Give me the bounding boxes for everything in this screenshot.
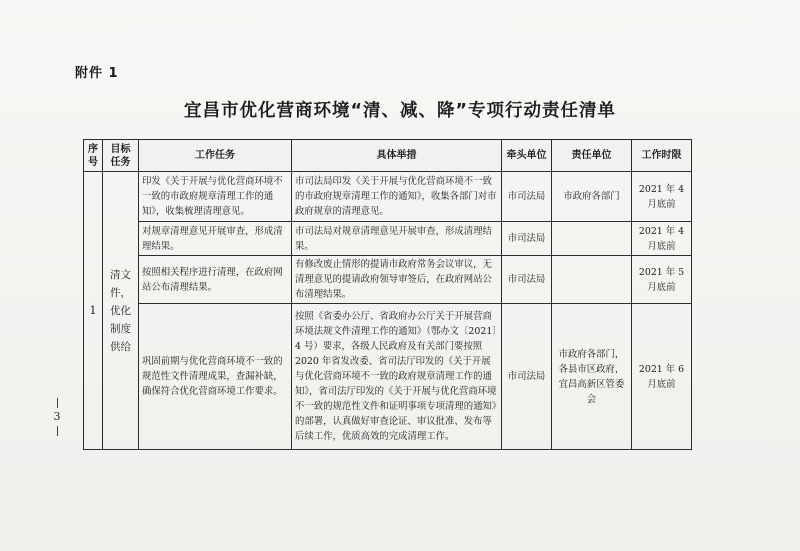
cell-work-task: 巩固前期与优化营商环境不一致的规范性文件清理成果，查漏补缺，确保符合优化营商环境工作要求。 (139, 304, 292, 450)
header-lead-unit: 牵头单位 (502, 140, 552, 172)
cell-measures: 按照《省委办公厅、省政府办公厅关于开展营商环境法规文件清理工作的通知》（鄂办文〔2021〕4 号）要求，各级人民政府及有关部门要按照 2020 年省发改委、省司法厅印发的《关于开展与优化营商环境不一致的政府规章清理工作的通知》，省司法厅印发的《关于开展与优化营商环境不一致的规范性文件和证明事项专项清理的通知》的部署，认真做好审查论证、审议批准、发布等后续工作，优质高效的完成清理工作。 (292, 304, 502, 450)
row-goal: 清文件，优化制度供给 (103, 172, 139, 450)
cell-responsible-unit: 市政府各部门，各县市区政府，宜昌高新区管委会 (552, 304, 632, 450)
table-header-row (84, 140, 692, 172)
header-work-task: 工作任务 (139, 140, 292, 172)
header-deadline: 工作时限 (632, 140, 692, 172)
table-row (84, 172, 692, 222)
header-seq: 序号 (84, 140, 103, 172)
cell-deadline: 2021 年 4月底前 (632, 222, 692, 256)
cell-deadline: 2021 年 6月底前 (632, 304, 692, 450)
attachment-label: 附件 1 (75, 66, 119, 81)
cell-deadline: 2021 年 4月底前 (632, 172, 692, 222)
cell-measures: 市司法局印发《关于开展与优化营商环境不一致的市政府规章清理工作的通知》，收集各部门对市政府规章的清理意见。 (292, 172, 502, 222)
cell-responsible-unit: 市政府各部门 (552, 172, 632, 222)
cell-responsible-unit (552, 222, 632, 256)
table-row (84, 304, 692, 450)
row-seq: 1 (84, 172, 103, 450)
cell-lead-unit: 市司法局 (502, 304, 552, 450)
cell-work-task: 对规章清理意见开展审查，形成清理结果。 (139, 222, 292, 256)
header-responsible-unit: 责任单位 (552, 140, 632, 172)
page-number (50, 396, 64, 438)
cell-lead-unit: 市司法局 (502, 222, 552, 256)
cell-work-task: 印发《关于开展与优化营商环境不一致的市政府规章清理工作的通知》，收集梳理清理意见。 (139, 172, 292, 222)
cell-measures: 市司法局对规章清理意见开展审查，形成清理结果。 (292, 222, 502, 256)
header-goal: 目标任务 (103, 140, 139, 172)
cell-responsible-unit (552, 256, 632, 304)
cell-work-task: 按照相关程序进行清理，在政府网站公布清理结果。 (139, 256, 292, 304)
page-number-dash-bottom (57, 426, 58, 436)
responsibility-table (83, 139, 692, 450)
table-row (84, 222, 692, 256)
cell-lead-unit: 市司法局 (502, 256, 552, 304)
cell-lead-unit: 市司法局 (502, 172, 552, 222)
cell-deadline: 2021 年 5月底前 (632, 256, 692, 304)
page-number-value: 3 (53, 410, 61, 423)
header-measures: 具体举措 (292, 140, 502, 172)
table-row (84, 256, 692, 304)
page-number-dash-top (57, 398, 58, 408)
page-title: 宜昌市优化营商环境“清、减、降”专项行动责任清单 (183, 101, 616, 121)
cell-measures: 有修改废止情形的提请市政府常务会议审议，无清理意见的提请政府领导审签后，在政府网站公布清理结果。 (292, 256, 502, 304)
